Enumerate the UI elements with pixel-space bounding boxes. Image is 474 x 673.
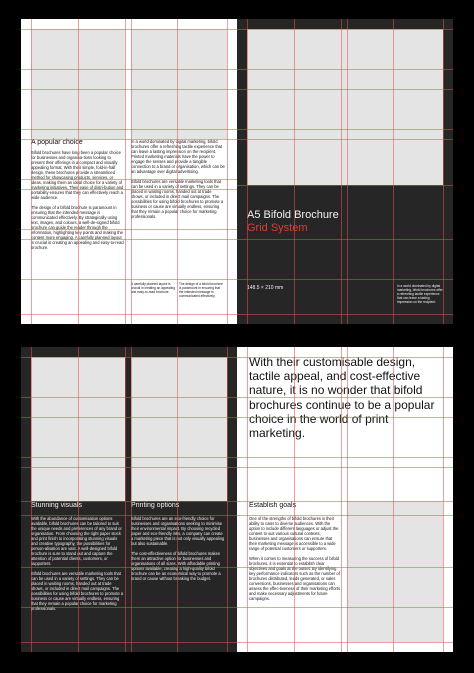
- image-placeholder: [347, 501, 443, 642]
- cover-title: A5 Bifold Brochure: [247, 209, 339, 221]
- image-placeholder-left: [31, 29, 125, 139]
- body-text-col2: In a world dominated by digital marketing, bifold brochures offer a refreshing tactile experience that can leave a lasting impression on the recipient. Printed marketing materials have the power to engage the senses and provide a tangible connection to a brand or organisation, which can be an advantage over digital advertising. Bifold brochures are versatile marketing tools that can be used in a variety of settings. They can be placed in waiting rooms, handed out at trade shows, or included in direct mail campaigns. The possibilities for using bifold brochures to promote a business or cause are virtually endless, ensuring that they remain a popular choice for marketing professionals.: [131, 139, 225, 219]
- body-text-col1: Bifold brochures have long been a popular choice for businesses and organisa-tions looking to present their offerings in a compact and visually appealing format. With their simple, fold-in-half design, these brochures provide a streamlined method for showcasing products, services, or ideas, making them an ideal choice for a variety of marketing initiatives. Their ease of distri-bution and portability ensures that they can effectively reach a wide audience. The design of a bifold brochure is paramount in ensuring that the intended message is communicated effectively. By strategically using text, images, and colours, a well-de-signed bifold brochure can guide the reader through the information, highlighting key points and making the content more engaging. A carefully planned layout is crucial in creating an appealing and easy-to-read brochure.: [31, 150, 124, 250]
- body-text: One of the strengths of bifold brochures is their ability to cater to diverse audiences. With the option to include different languages or adjust the content to suit various cultural contexts, businesses and organisations can ensure that their marketing message is accessible to a wide range of potential customers or supporters. When it comes to measuring the success of bifold brochures, it is essential to establish clear objectives and goals at the outset. By identifying key performance indicators such as the number of brochures distributed, leads generated, or sales conversions, businesses and organisations can assess the effec-tiveness of their marketing efforts and make necessary adjustments for future campaigns.: [249, 516, 341, 601]
- cover-caption: In a world dominated by digital marketing, bifold brochures offer a refreshing tactile experience that can leave a lasting impression on the recipient.: [397, 284, 443, 304]
- cover-subtitle: Grid System: [247, 222, 308, 234]
- section-heading-visuals: Stunning visuals: [31, 502, 82, 509]
- format-size: 148.5 × 210 mm: [247, 285, 284, 291]
- cover-image-placeholder: [247, 29, 443, 185]
- caption-2: The design of a bifold brochure is paramount in ensuring that the intended message is communicated effectively.: [179, 282, 223, 298]
- image-placeholder-right: [131, 357, 227, 501]
- section-heading: A popular choice: [31, 139, 83, 146]
- spread2-left-page: [21, 347, 237, 652]
- image-placeholder-right: [131, 29, 227, 139]
- section-heading-printing: Printing options: [131, 502, 180, 509]
- pull-quote: With their customisable design, tactile appeal, and cost-effective nature, it is no wonder that bifold brochures continue to be a popular choice in the world of print marketing.: [249, 355, 435, 441]
- image-placeholder-left: [31, 357, 125, 501]
- spread1-left-page: [21, 19, 237, 324]
- body-text-col1: With the abundance of customisation options available, bifold brochures can be tailored to suit the unique needs and preferences of any brand or organisation. From choosing the right paper stock and print finish to incorporating stunning visuals and creative typography, the possibilities for person-alisation are vast. A well-designed bifold brochure is sure to stand out and capture the attention of potential clients, customers, or supporters. Bifold brochures are versatile marketing tools that can be used in a variety of settings. They can be placed in waiting rooms, handed out at trade shows, or included in direct mail campaigns. The possibilities for using bifold brochures to promote a business or cause are virtually endless, ensuring that they remain a popular choice for marketing professionals.: [31, 516, 124, 611]
- body-text-col2: Bifold brochures are an eco-friendly choice for businesses and organisations seeking to minimise their environmental impact. By choosing recycled paper and eco-friendly inks, a company can create a marketing piece that is not only visually appealing but also sustainable. The cost-effectiveness of bifold brochures makes them an attractive option for businesses and organisations of all sizes. With affordable printing options available, creating a high-quality bifold brochure can be an economical way to promote a brand or cause without breaking the budget.: [131, 516, 225, 581]
- spread1-right-page: [237, 19, 453, 324]
- spread2-right-page: [237, 347, 453, 652]
- section-heading-goals: Establish goals: [249, 502, 297, 509]
- caption-1: A carefully planned layout is crucial in creating an appealing and easy-to-read brochure.: [131, 282, 175, 294]
